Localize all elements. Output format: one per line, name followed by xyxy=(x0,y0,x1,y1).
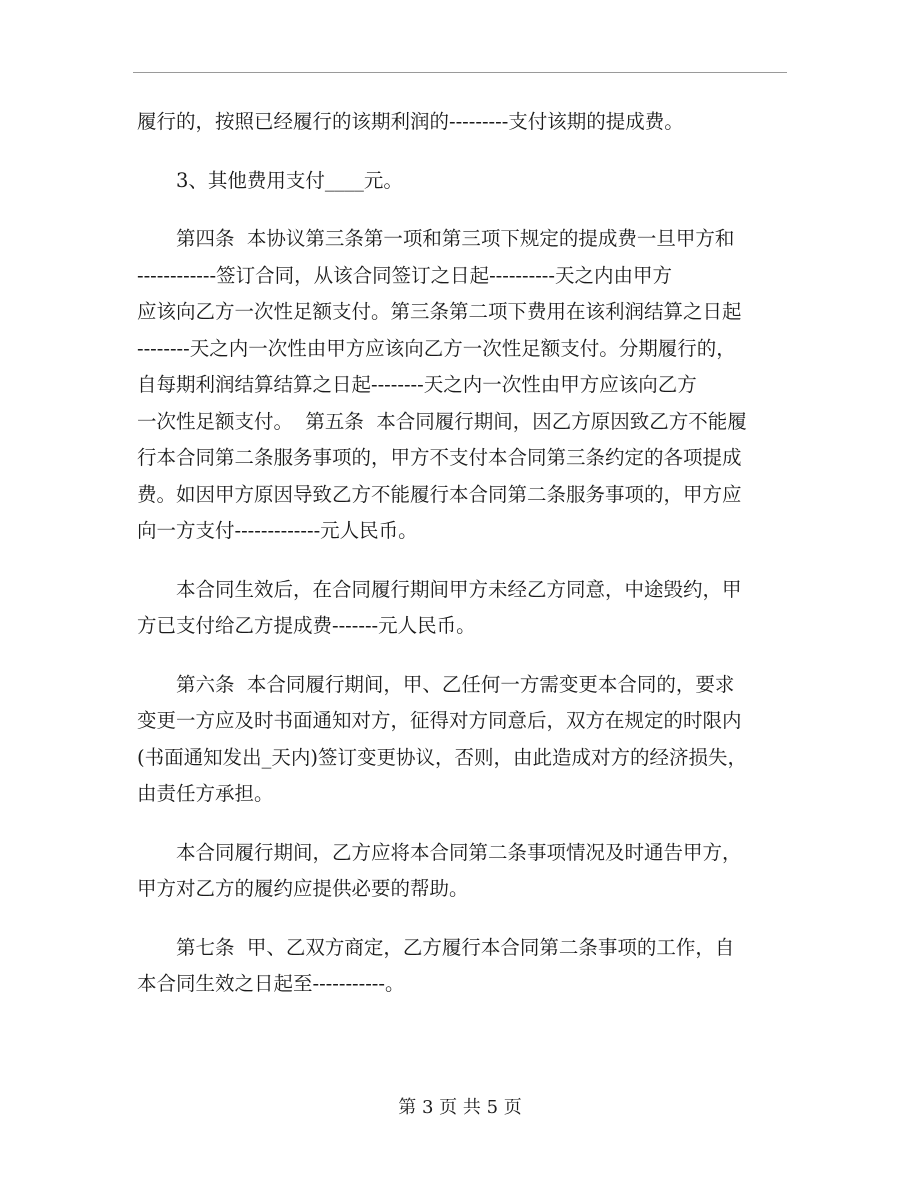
paragraph xyxy=(137,667,787,813)
paragraph-line: --------天之内一次性由甲方应该向乙方一次性足额支付。分期履行的， xyxy=(137,336,736,360)
paragraph-line: 第七条 甲、乙双方商定，乙方履行本合同第二条事项的工作，自 xyxy=(176,935,735,959)
paragraph-line: (书面通知发出_天内)签订变更协议，否则，由此造成对方的经济损失， xyxy=(137,745,747,769)
page-number: 第 3 页 共 5 页 xyxy=(398,1097,522,1118)
paragraph-line: 费。如因甲方原因导致乙方不能履行本合同第二条服务事项的，甲方应 xyxy=(137,482,742,506)
paragraph-line: 由责任方承担。 xyxy=(137,782,274,805)
paragraph-line: 第四条 本协议第三条第一项和第三项下规定的提成费一旦甲方和 xyxy=(176,227,735,250)
paragraph-line: 第六条 本合同履行期间，甲、乙任何一方需变更本合同的，要求 xyxy=(176,672,735,696)
paragraph xyxy=(137,221,787,550)
paragraph-line: ------------签订合同，从该合同签订之日起----------天之内由甲方 xyxy=(137,263,672,287)
paragraph-line: 本合同生效之日起至-----------。 xyxy=(137,972,405,995)
paragraph-line: 甲方对乙方的履约应提供必要的帮助。 xyxy=(137,877,469,900)
paragraph-line: 变更一方应及时书面通知对方，征得对方同意后，双方在规定的时限内 xyxy=(137,709,742,732)
header-rule xyxy=(133,72,787,73)
paragraph-line: 行本合同第二条服务事项的，甲方不支付本合同第三条约定的各项提成 xyxy=(137,446,742,469)
paragraph-line: 本合同履行期间，乙方应将本合同第二条事项情况及时通告甲方， xyxy=(176,840,742,864)
paragraph xyxy=(137,104,787,141)
paragraph-line: 应该向乙方一次性足额支付。第三条第二项下费用在该利润结算之日起 xyxy=(137,300,742,323)
paragraph-line: 履行的，按照已经履行的该期利润的---------支付该期的提成费。 xyxy=(137,110,684,133)
paragraph xyxy=(137,835,787,908)
paragraph-line: 自每期利润结算结算之日起--------天之内一次性由甲方应该向乙方 xyxy=(137,373,697,396)
paragraph-line: 方已支付给乙方提成费-------元人民币。 xyxy=(137,614,476,637)
paragraph xyxy=(137,930,787,1003)
paragraph-line: 向一方支付-------------元人民币。 xyxy=(137,519,418,542)
document-body xyxy=(137,104,787,1025)
paragraph-line: 一次性足额支付。 第五条 本合同履行期间，因乙方原因致乙方不能履 xyxy=(137,409,747,433)
paragraph xyxy=(137,572,787,645)
paragraph xyxy=(137,163,787,200)
paragraph-line: 3、其他费用支付____元。 xyxy=(176,168,403,192)
paragraph-line: 本合同生效后，在合同履行期间甲方未经乙方同意，中途毁约，甲 xyxy=(176,577,742,601)
